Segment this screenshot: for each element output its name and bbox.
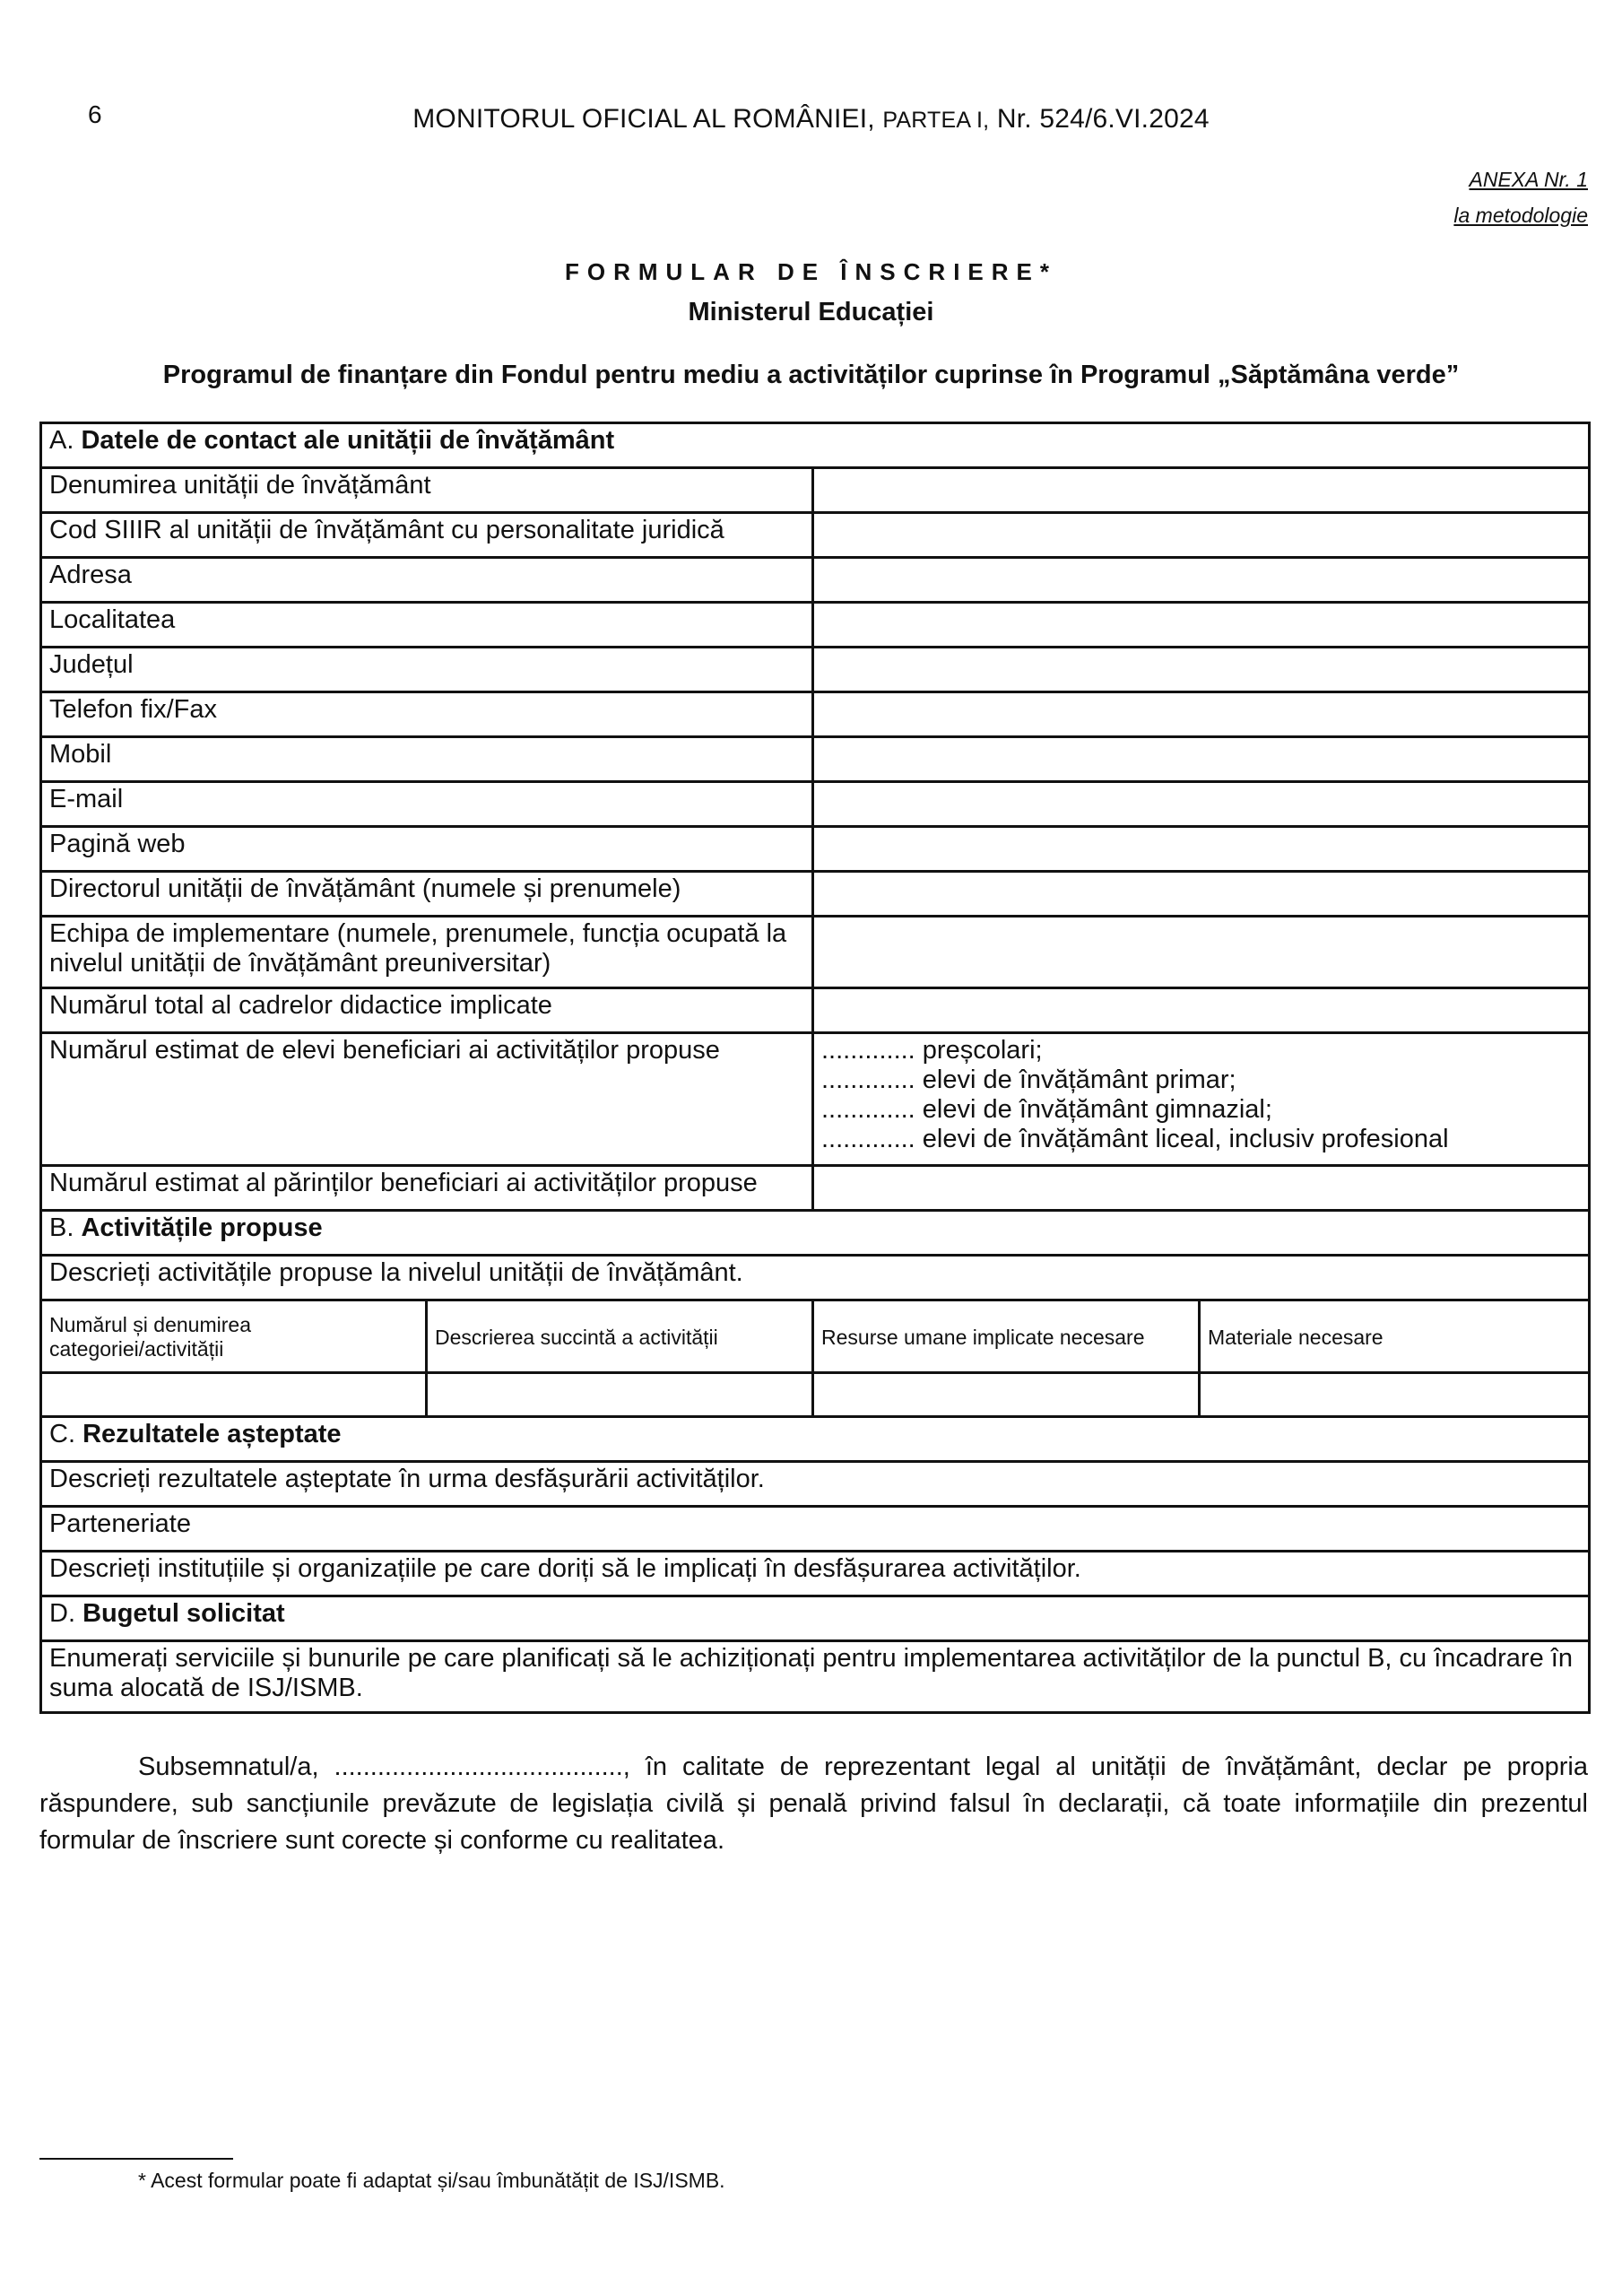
form-row [41, 468, 1590, 513]
section-b-prefix: B. [49, 1213, 74, 1242]
legal-declaration: Subsemnatul/a, ........................................, în calitate de reprezentant legal al unității de învățământ, declar pe propria răspundere, sub sancțiunile prevăzute de legislația civilă și penală privind falsul în declarații, că toate informațiile din prezentul formular de înscriere sunt corecte și conforme cu realitatea. [39, 1752, 1588, 1855]
field-label: Directorul unității de învățământ (numele și prenumele) [41, 872, 813, 917]
column-header: Descrierea succintă a activității [427, 1300, 813, 1373]
section-d-prefix: D. [49, 1599, 75, 1628]
annex-label [1453, 161, 1588, 233]
field-value[interactable] [813, 872, 1590, 917]
form-row [41, 1033, 1590, 1166]
field-label: Numărul total al cadrelor didactice implicate [41, 988, 813, 1033]
form-row [41, 648, 1590, 692]
section-c-description: Descrieți rezultatele așteptate în urma desfășurării activităților. [41, 1462, 1590, 1507]
annex-number: ANEXA Nr. 1 [1469, 168, 1588, 191]
form-row [41, 917, 1590, 988]
option-highschool: ............. elevi de învățământ liceal, inclusiv profesional [821, 1125, 1449, 1153]
section-d-header [41, 1596, 1590, 1641]
footnote-divider [39, 2158, 233, 2160]
section-c-prefix: C. [49, 1420, 75, 1448]
section-b-description-row [41, 1256, 1590, 1300]
field-value[interactable] [813, 558, 1590, 603]
option-preschool: ............. preșcolari; [821, 1036, 1043, 1065]
form-row [41, 988, 1590, 1033]
section-d-title: Bugetul solicitat [82, 1599, 285, 1628]
gazette-name: MONITORUL OFICIAL AL ROMÂNIEI, [412, 104, 875, 134]
field-value[interactable] [813, 988, 1590, 1033]
students-options[interactable] [813, 1033, 1590, 1166]
activity-description-cell[interactable] [427, 1373, 813, 1417]
field-label: Numărul estimat de elevi beneficiari ai activităților propuse [41, 1033, 813, 1166]
partnerships-description: Descrieți instituțiile și organizațiile pe care doriți să le implicați în desfășurarea activităților. [41, 1552, 1590, 1596]
field-value[interactable] [813, 468, 1590, 513]
activities-input-row [41, 1373, 1590, 1417]
form-row [41, 692, 1590, 737]
field-value[interactable] [813, 737, 1590, 782]
registration-form-table [39, 422, 1591, 1714]
field-label: E-mail [41, 782, 813, 827]
activity-name-cell[interactable] [41, 1373, 427, 1417]
section-a-prefix: A. [49, 426, 74, 455]
column-header: Numărul și denumirea categoriei/activității [41, 1300, 427, 1373]
section-c-title: Rezultatele așteptate [82, 1420, 342, 1448]
field-label: Localitatea [41, 603, 813, 648]
field-label: Adresa [41, 558, 813, 603]
field-value[interactable] [813, 603, 1590, 648]
field-value[interactable] [813, 648, 1590, 692]
column-header: Materiale necesare [1200, 1300, 1590, 1373]
ministry-name: Ministerul Educației [688, 298, 934, 326]
gazette-part: PARTEA I, [882, 108, 990, 133]
section-c-description-row [41, 1462, 1590, 1507]
program-title: Programul de finanțare din Fondul pentru mediu a activităților cuprinse în Programul „Săptămâna verde” [162, 361, 1460, 389]
partnerships-description-row [41, 1552, 1590, 1596]
field-label: Numărul estimat al părinților beneficiari ai activităților propuse [41, 1166, 813, 1211]
section-a-title: Datele de contact ale unității de învățământ [81, 426, 615, 455]
activity-resources-cell[interactable] [813, 1373, 1200, 1417]
field-label: Mobil [41, 737, 813, 782]
field-label: Județul [41, 648, 813, 692]
section-b-title: Activitățile propuse [81, 1213, 323, 1242]
field-value[interactable] [813, 1166, 1590, 1211]
section-b-description: Descrieți activitățile propuse la nivelul unității de învățământ. [41, 1256, 1590, 1300]
field-value[interactable] [813, 782, 1590, 827]
section-b-header [41, 1211, 1590, 1256]
gazette-issue: Nr. 524/6.VI.2024 [996, 104, 1210, 134]
form-row [41, 558, 1590, 603]
activity-materials-cell[interactable] [1200, 1373, 1590, 1417]
form-row [41, 737, 1590, 782]
field-value[interactable] [813, 827, 1590, 872]
field-label: Telefon fix/Fax [41, 692, 813, 737]
partnerships-row [41, 1507, 1590, 1552]
field-value[interactable] [813, 513, 1590, 558]
page-number: 6 [88, 100, 102, 128]
form-title: FORMULAR DE ÎNSCRIERE* [564, 258, 1057, 285]
partnerships-label: Parteneriate [41, 1507, 1590, 1552]
form-row [41, 1166, 1590, 1211]
section-a-header [41, 423, 1590, 468]
activities-header-row [41, 1300, 1590, 1373]
field-label: Pagină web [41, 827, 813, 872]
section-c-header [41, 1417, 1590, 1462]
option-gymnasium: ............. elevi de învățământ gimnazial; [821, 1095, 1272, 1124]
gazette-title [0, 104, 1622, 135]
column-header: Resurse umane implicate necesare [813, 1300, 1200, 1373]
field-label: Cod SIIIR al unității de învățământ cu personalitate juridică [41, 513, 813, 558]
annex-sub: la metodologie [1453, 204, 1588, 227]
footnote: * Acest formular poate fi adaptat și/sau îmbunătățit de ISJ/ISMB. [138, 2169, 725, 2192]
field-label: Denumirea unității de învățământ [41, 468, 813, 513]
form-row [41, 827, 1590, 872]
field-value[interactable] [813, 917, 1590, 988]
field-value[interactable] [813, 692, 1590, 737]
form-row [41, 513, 1590, 558]
field-label: Echipa de implementare (numele, prenumele, funcția ocupată la nivelul unității de învățământ preuniversitar) [41, 917, 813, 988]
section-d-description-row [41, 1641, 1590, 1713]
option-primary: ............. elevi de învățământ primar; [821, 1065, 1236, 1094]
form-row [41, 782, 1590, 827]
section-d-description: Enumerați serviciile și bunurile pe care planificați să le achiziționați pentru implementarea activităților de la punctul B, cu încadrare în suma alocată de ISJ/ISMB. [41, 1641, 1590, 1713]
form-row [41, 872, 1590, 917]
form-row [41, 603, 1590, 648]
